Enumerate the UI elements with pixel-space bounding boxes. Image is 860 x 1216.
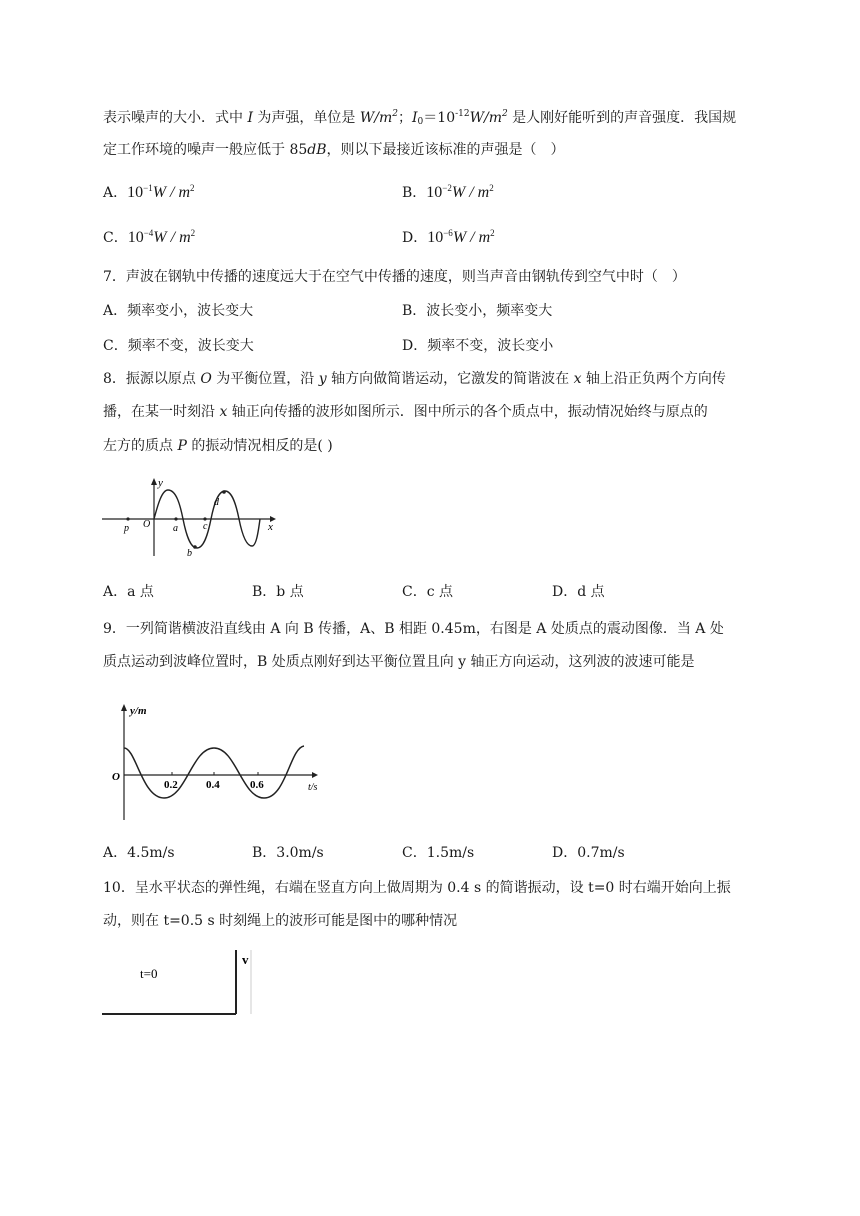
q9-label-O: O xyxy=(112,771,120,783)
q9-y-arrow xyxy=(121,704,127,711)
q8-point-p xyxy=(126,517,129,520)
q8-label-O: O xyxy=(143,519,151,530)
q8-option-c[interactable]: C．c 点 xyxy=(402,584,454,600)
q7-option-c[interactable]: C．频率不变，波长变大 xyxy=(103,338,254,354)
q7-option-d[interactable]: D．频率不变，波长变小 xyxy=(402,338,554,354)
q8-option-a[interactable]: A．a 点 xyxy=(103,584,154,600)
q8-label-p: p xyxy=(124,523,129,534)
q8-label-a: a xyxy=(173,523,178,534)
q8-label-d: d xyxy=(214,497,219,508)
q6-stem-line-1: 表示噪声的大小．式中 I 为声强，单位是 $W/m^2$；$I_0=10^{-12}W/m^2$ 是人刚好能听到的声音强度．我国规 xyxy=(103,109,737,127)
q7-option-b[interactable]: B．波长变小，频率变大 xyxy=(402,303,553,319)
q8-wave-figure xyxy=(100,474,285,560)
q6-stem-line-2: 定工作环境的噪声一般应低于 85dB，则以下最接近该标准的声强是（ ） xyxy=(103,142,565,158)
q8-option-b[interactable]: B．b 点 xyxy=(252,584,304,600)
q9-vibration-figure xyxy=(112,700,332,822)
q9-label-06: 0.6 xyxy=(250,779,264,791)
q10-label-v: v xyxy=(242,952,249,967)
q7-stem: 7．声波在钢轨中传播的速度远大于在空气中传播的速度，则当声音由钢轨传到空气中时（ ） xyxy=(103,269,686,285)
q8-stem-line-3: 左方的质点 P 的振动情况相反的是( ) xyxy=(103,438,333,454)
q6-option-b[interactable]: B．$10^{-2}W / m^2$ xyxy=(402,183,494,201)
q8-stem-line-2: 播，在某一时刻沿 x 轴正向传播的波形如图所示．图中所示的各个质点中，振动情况始终与原点的 xyxy=(103,404,708,420)
q8-point-a xyxy=(174,517,177,520)
q9-option-a[interactable]: A．4.5m/s xyxy=(103,845,175,861)
q8-point-b xyxy=(193,545,197,549)
q9-label-02: 0.2 xyxy=(164,779,178,791)
q10-stem-line-2: 动，则在 t=0.5 s 时刻绳上的波形可能是图中的哪种情况 xyxy=(103,913,458,929)
q9-label-t: t/s xyxy=(308,782,318,793)
q9-stem-line-2: 质点运动到波峰位置时，B 处质点刚好到达平衡位置且向 y 轴正方向运动，这列波的波速可能是 xyxy=(103,654,695,670)
q8-option-d[interactable]: D．d 点 xyxy=(552,584,605,600)
q8-label-c: c xyxy=(203,521,208,532)
q7-option-a[interactable]: A．频率变小，波长变大 xyxy=(103,303,254,319)
q10-rope-figure xyxy=(100,940,265,1020)
q10-label-t: t=0 xyxy=(140,966,158,981)
q8-label-y: y xyxy=(158,477,163,489)
q9-label-04: 0.4 xyxy=(206,779,220,791)
q9-stem-line-1: 9．一列简谐横波沿直线由 A 向 B 传播，A、B 相距 0.45m，右图是 A 处质点的震动图像．当 A 处 xyxy=(103,621,724,637)
q9-option-d[interactable]: D．0.7m/s xyxy=(552,845,625,861)
q8-label-x: x xyxy=(268,521,273,533)
q9-option-c[interactable]: C．1.5m/s xyxy=(402,845,475,861)
q9-t-arrow xyxy=(312,772,318,778)
q8-y-arrow xyxy=(151,478,157,485)
q6-option-c[interactable]: C．$10^{-4}W / m^2$ xyxy=(103,228,196,246)
q9-option-b[interactable]: B．3.0m/s xyxy=(252,845,324,861)
q6-option-a[interactable]: A．$10^{-1}W / m^2$ xyxy=(103,183,195,201)
q8-stem-line-1: 8．振源以原点 O 为平衡位置，沿 y 轴方向做简谐运动，它激发的简谐波在 x 轴上沿正负两个方向传 xyxy=(103,371,726,387)
q6-option-d[interactable]: D．$10^{-6}W / m^2$ xyxy=(402,228,495,246)
q9-label-y: y/m xyxy=(130,705,147,717)
q10-stem-line-1: 10．呈水平状态的弹性绳，右端在竖直方向上做周期为 0.4 s 的简谐振动，设 t=0 时右端开始向上振 xyxy=(103,880,731,896)
q8-point-d xyxy=(222,490,226,494)
q8-label-b: b xyxy=(187,548,192,559)
